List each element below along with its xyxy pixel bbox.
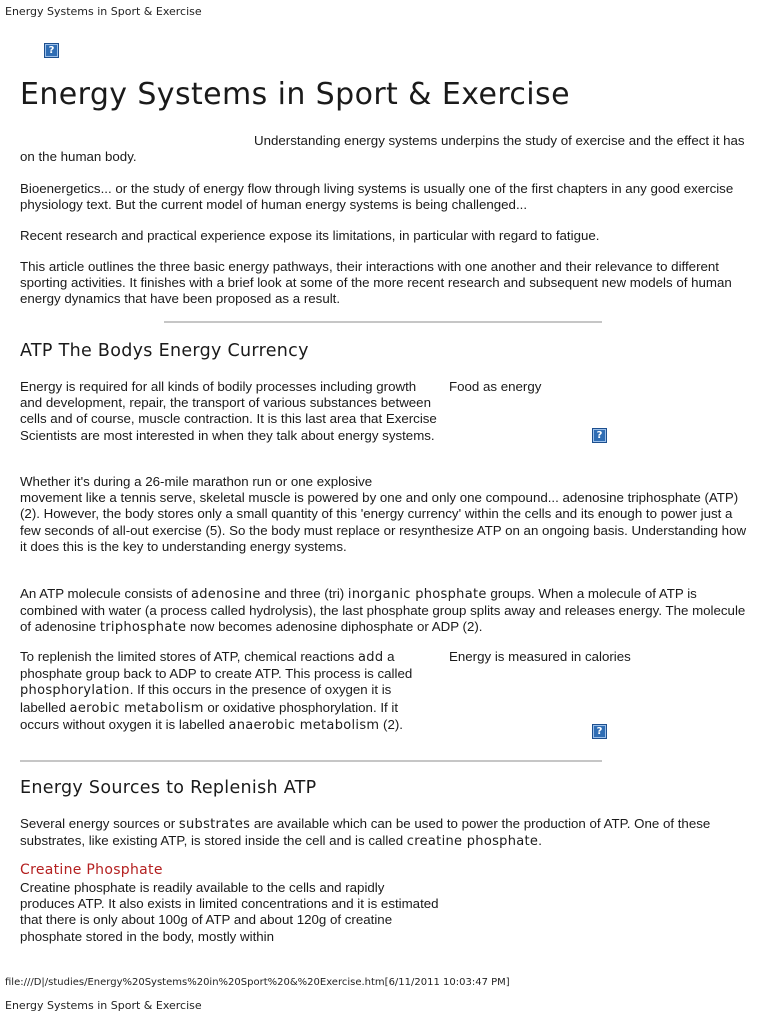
section-divider bbox=[20, 760, 602, 762]
text-run: or oxidative phosphorylation. If it occurs without oxygen it is labelled bbox=[20, 699, 399, 732]
atp-paragraph-4 bbox=[20, 649, 440, 734]
term-substrates: substrates bbox=[178, 817, 251, 832]
term-creatine-phosphate: creatine phosphate bbox=[406, 834, 539, 850]
text-run: are available which can be used to power the production of ATP. One of these substrates, like existing ATP, is stored inside the cell and is called bbox=[20, 816, 711, 849]
text-run: To replenish the limited stores of ATP, chemical reactions bbox=[20, 649, 358, 664]
intro-paragraph-1-text: Understanding energy systems underpins the study of exercise and the effect it has on the human body. bbox=[20, 133, 745, 165]
term-triphosphate: triphosphate bbox=[99, 620, 187, 636]
page-title: Energy Systems in Sport & Exercise bbox=[20, 77, 570, 112]
print-footer-title: Energy Systems in Sport & Exercise bbox=[5, 999, 202, 1012]
food-as-energy-caption: Food as energy bbox=[449, 379, 542, 394]
section-divider bbox=[164, 321, 602, 323]
atp-paragraph-1: Energy is required for all kinds of bodily processes including growth and development, repair, the transport of various substances between cells and of course, muscle contraction. It is this last area that Exercise Scientists are most interested in when they talk about energy systems. bbox=[20, 379, 437, 443]
creatine-paragraph: Creatine phosphate is readily available to the cells and rapidly produces ATP. It also exists in limited concentrations and it is estimated that there is only about 100g of ATP and about 120g of creatine phosphate stored in the body, mostly within bbox=[20, 880, 439, 944]
subheading-creatine-phosphate: Creatine Phosphate bbox=[20, 862, 163, 878]
term-adenosine: adenosine bbox=[190, 587, 261, 602]
image-placeholder-icon: ? bbox=[44, 43, 59, 58]
image-placeholder-icon: ? bbox=[592, 724, 607, 739]
text-run: Several energy sources or bbox=[20, 816, 179, 831]
text-run: a phosphate group back to ADP to create ATP. This process is called bbox=[20, 649, 413, 682]
text-run: An ATP molecule consists of bbox=[20, 586, 191, 601]
intro-paragraph-4: This article outlines the three basic energy pathways, their interactions with one another and their relevance to different sporting activities. It finishes with a brief look at some of the more recent research and subsequent new models of human energy dynamics that have been proposed as a result. bbox=[20, 259, 732, 307]
text-run: now becomes adenosine diphosphate or ADP (2). bbox=[186, 619, 483, 635]
intro-paragraph-1 bbox=[20, 133, 748, 165]
intro-paragraph-3: Recent research and practical experience expose its limitations, in particular with regard to fatigue. bbox=[20, 228, 600, 243]
atp-paragraph-2-body: Whether it's during a 26-mile marathon run or one explosive movement like a tennis serve, skeletal muscle is powered by one and only one compound... adenosine triphosphate (ATP) (2). However, the body stores only a small quantity of this 'energy currency' within the cells and its enough to power just a few seconds of all-out exercise (5). So the body must replace or resynthesize ATP on an ongoing basis. Understanding how it does this is the key to understanding energy systems. bbox=[20, 474, 747, 554]
term-anaerobic-metabolism: anaerobic metabolism bbox=[228, 717, 380, 733]
atp-paragraph-2-text bbox=[20, 474, 748, 555]
text-run: . If this occurs in the presence of oxygen it is labelled bbox=[20, 682, 392, 715]
line-one-gap bbox=[428, 474, 748, 490]
image-placeholder-icon: ? bbox=[592, 428, 607, 443]
section-heading-energy-sources: Energy Sources to Replenish ATP bbox=[20, 778, 317, 798]
intro-paragraph-2: Bioenergetics... or the study of energy flow through living systems is usually one of the first chapters in any good exercise physiology text. But the current model of human energy systems is being challenged... bbox=[20, 181, 734, 213]
print-header-title: Energy Systems in Sport & Exercise bbox=[5, 5, 202, 18]
text-run: (2). bbox=[379, 716, 403, 732]
section-heading-atp: ATP The Bodys Energy Currency bbox=[20, 341, 309, 361]
sources-paragraph-1 bbox=[20, 816, 748, 850]
term-inorganic-phosphate: inorganic phosphate bbox=[347, 587, 487, 602]
term-add: add bbox=[358, 650, 384, 665]
term-aerobic-metabolism: aerobic metabolism bbox=[69, 700, 204, 716]
text-run: and three (tri) bbox=[260, 586, 348, 601]
text-run: . bbox=[538, 833, 542, 849]
term-phosphorylation: phosphorylation bbox=[20, 683, 130, 699]
print-footer-url: file:///D|/studies/Energy%20Systems%20in%20Sport%20&%20Exercise.htm[6/11/2011 10:03:47 PM] bbox=[5, 977, 510, 988]
atp-paragraph-3 bbox=[20, 586, 748, 637]
energy-calories-caption: Energy is measured in calories bbox=[449, 649, 631, 664]
text-run: groups. When a molecule of ATP is combined with water (a process called hydrolysis), the last phosphate group splits away and releases energy. The molecule of adenosine bbox=[20, 586, 746, 635]
